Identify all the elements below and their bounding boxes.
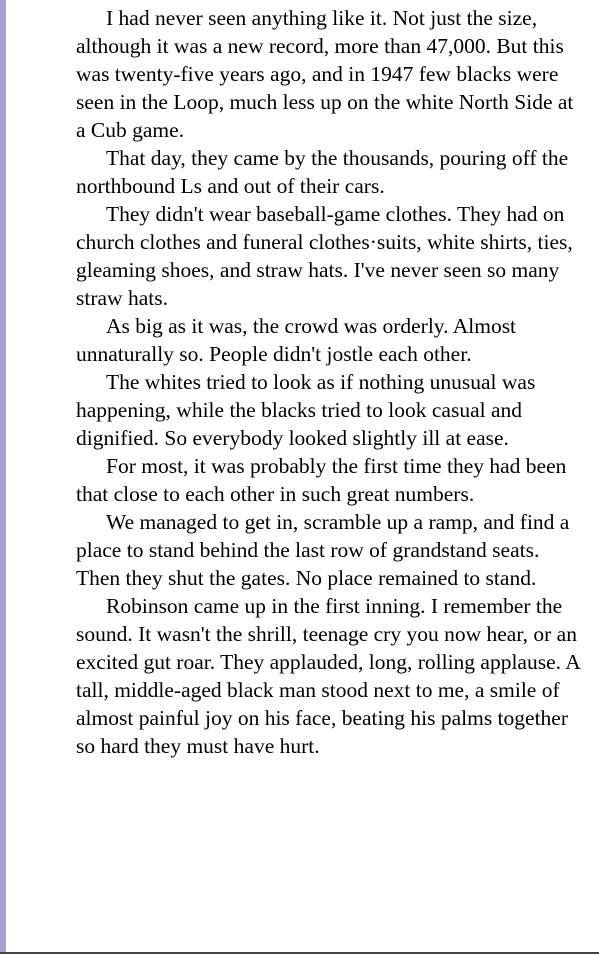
- document-body: [76, 4, 588, 760]
- paragraph-6: For most, it was probably the first time they had been that close to each other in such great numbers.: [76, 454, 567, 506]
- paragraph-5: The whites tried to look as if nothing unusual was happening, while the blacks tried to look casual and dignified. So everybody looked slightly ill at ease.: [76, 370, 536, 450]
- paragraph-8: Robinson came up in the first inning. I remember the sound. It wasn't the shrill, teenage cry you now hear, or an excited gut roar. They applauded, long, rolling applause. A tall, middle-aged black man stood next to me, a smile of almost painful joy on his face, beating his palms together so hard they must have hurt.: [76, 594, 580, 758]
- paragraph-1: I had never seen anything like it. Not just the size, although it was a new record, more than 47,000. But this was twenty-five years ago, and in 1947 few blacks were seen in the Loop, much less up on the white North Side at a Cub game.: [76, 6, 574, 142]
- paragraph-4: As big as it was, the crowd was orderly. Almost unnaturally so. People didn't jostle each other.: [76, 314, 517, 366]
- paragraph-3: They didn't wear baseball-game clothes. They had on church clothes and funeral clothes·suits, white shirts, ties, gleaming shoes, and straw hats. I've never seen so many straw hats.: [76, 202, 573, 310]
- paragraph-7: We managed to get in, scramble up a ramp, and find a place to stand behind the last row of grandstand seats. Then they shut the gates. No place remained to stand.: [76, 510, 570, 590]
- left-margin-rule: [0, 0, 6, 954]
- paragraph-2: That day, they came by the thousands, pouring off the northbound Ls and out of their cars.: [76, 146, 569, 198]
